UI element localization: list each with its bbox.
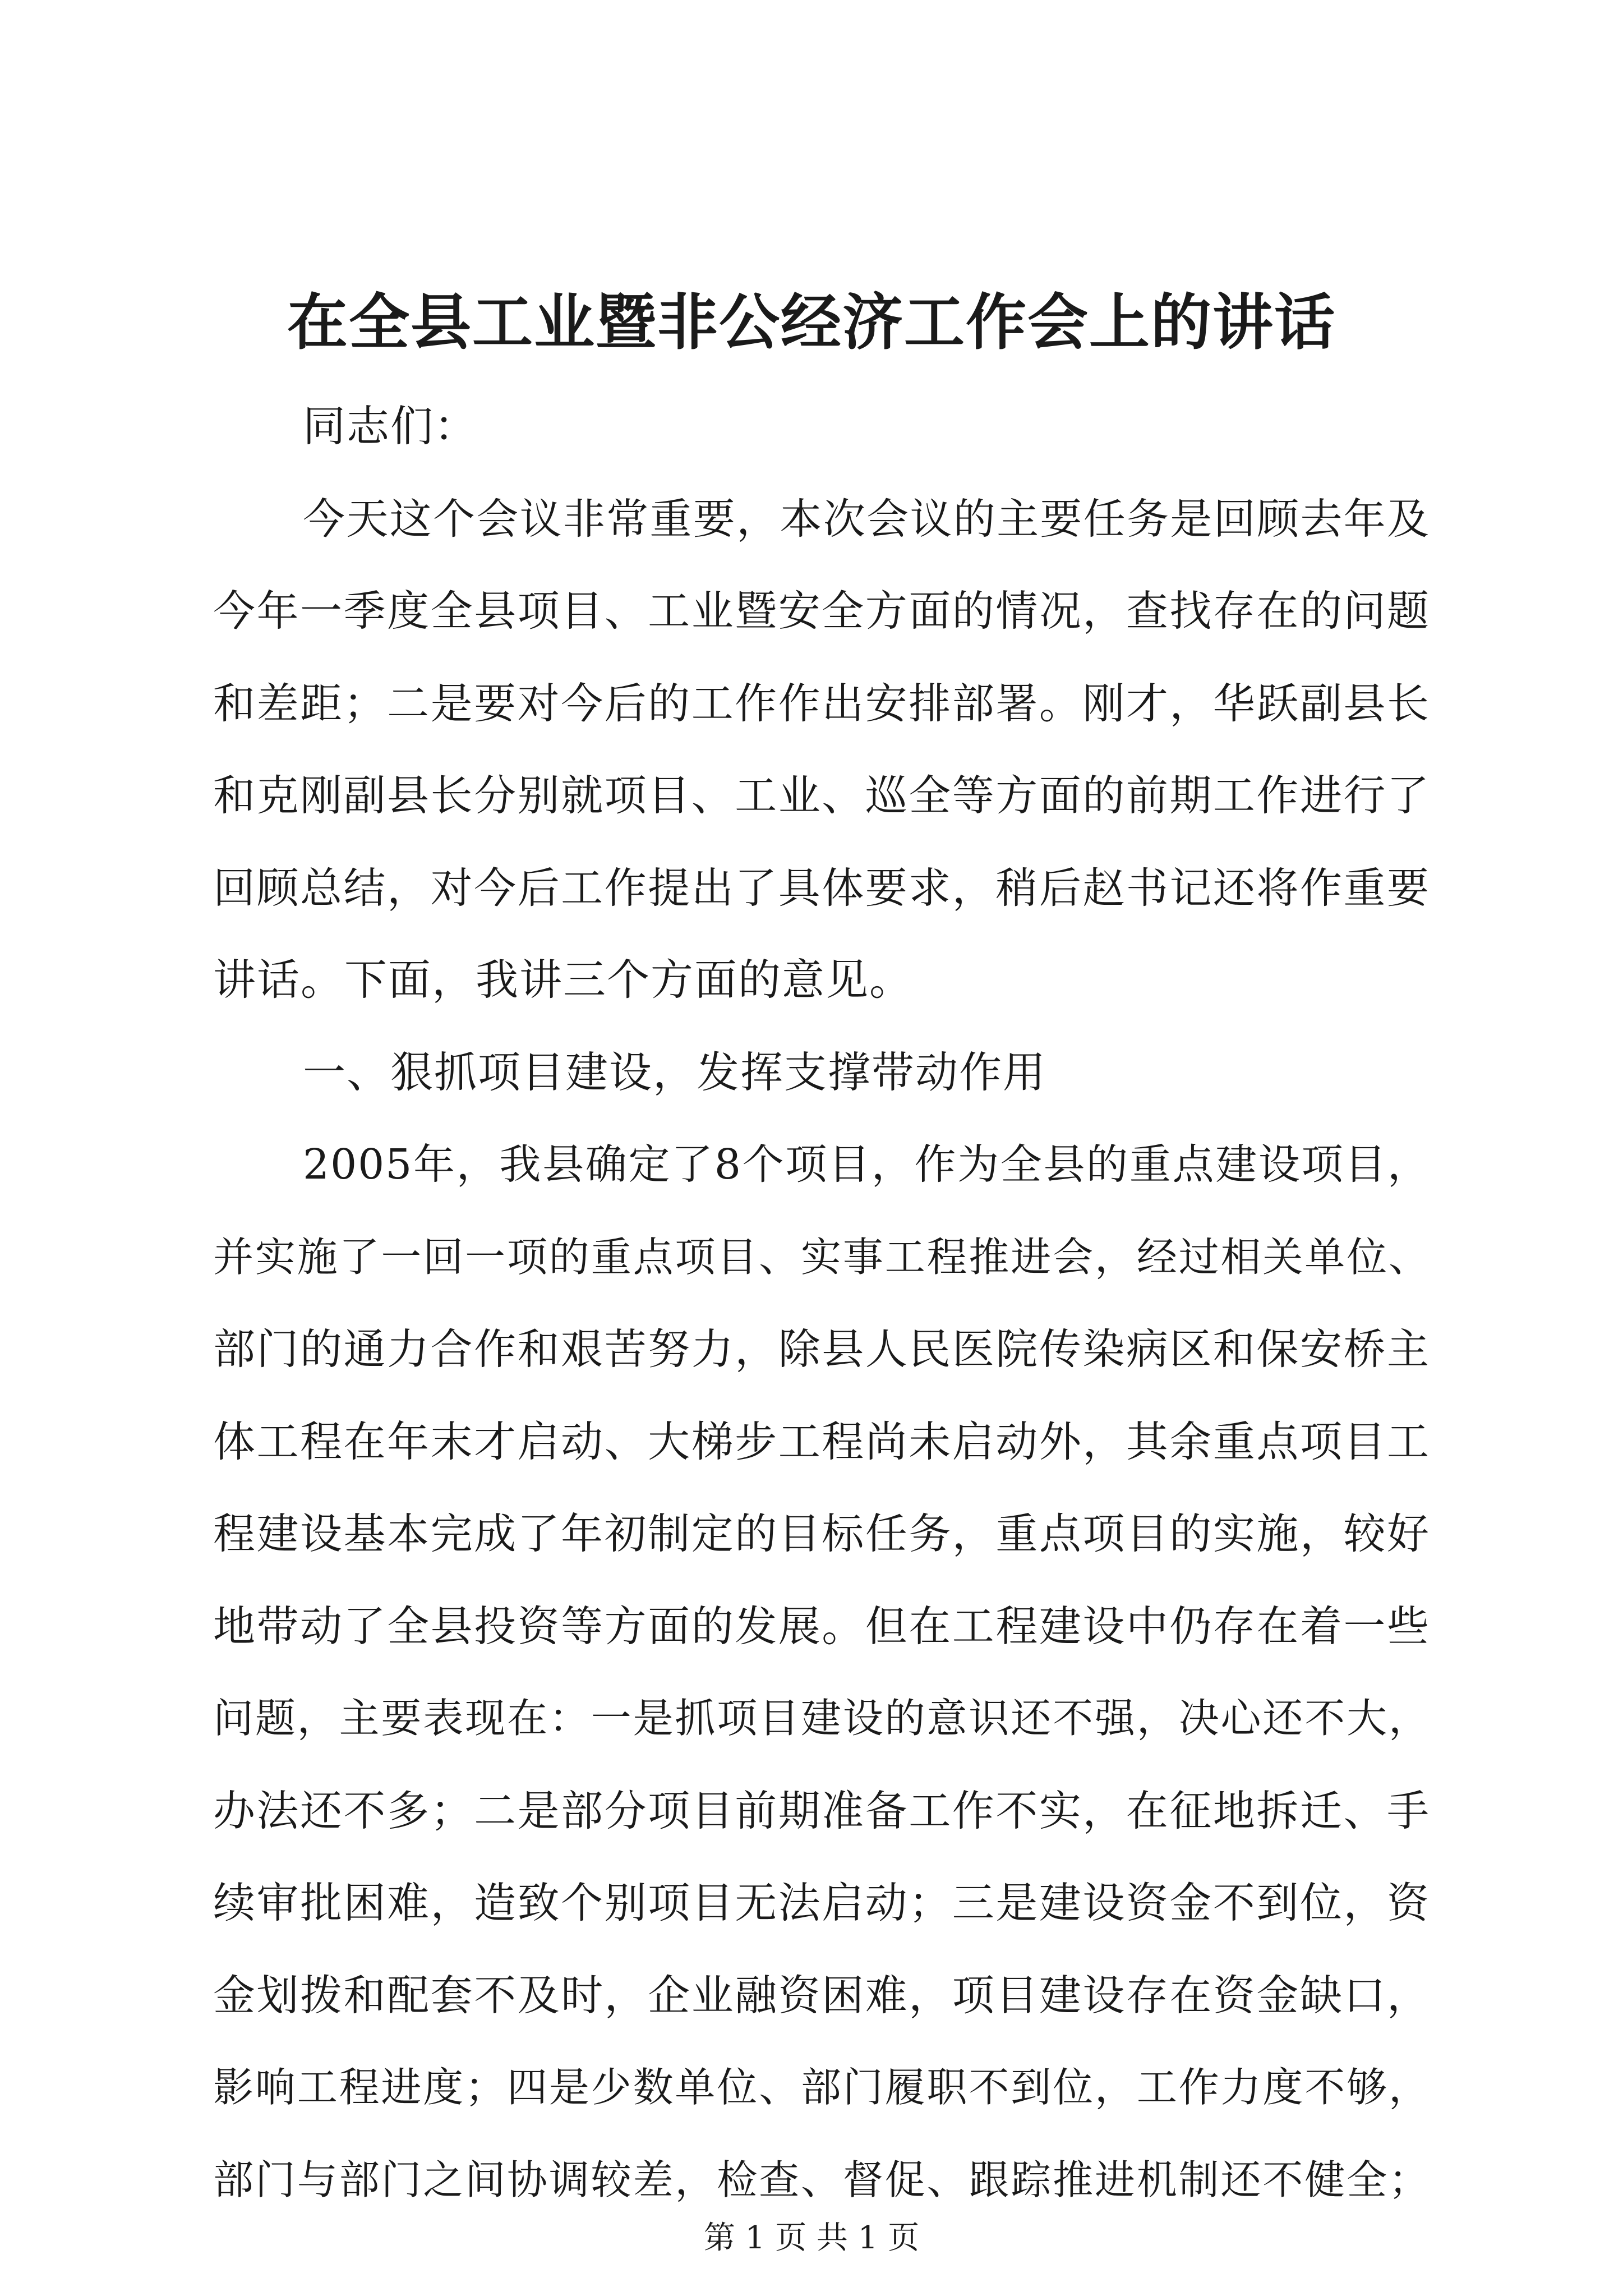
paragraph-line: 影响工程进度；四是少数单位、部门履职不到位，工作力度不够，: [213, 2064, 1430, 2111]
paragraph-line: 今天这个会议非常重要，本次会议的主要任务是回顾去年及: [303, 494, 1430, 544]
paragraph-line: 办法还不多；二是部分项目前期准备工作不实，在征地拆迁、手: [213, 1786, 1430, 1835]
salutation: 同志们：: [303, 401, 478, 451]
paragraph-line: 并实施了一回一项的重点项目、实事工程推进会，经过相关单位、: [213, 1234, 1430, 1281]
paragraph-line: 地带动了全县投资等方面的发展。但在工程建设中仍存在着一些: [213, 1602, 1430, 1651]
paragraph-line: 部门的通力合作和艰苦努力，除县人民医院传染病区和保安桥主: [213, 1324, 1430, 1374]
paragraph-line: 程建设基本完成了年初制定的目标任务，重点项目的实施，较好: [213, 1509, 1430, 1558]
paragraph-line: 部门与部门之间协调较差，检查、督促、跟踪推进机制还不健全；: [213, 2156, 1430, 2203]
paragraph-line: 今年一季度全县项目、工业暨安全方面的情况，查找存在的问题: [213, 586, 1430, 636]
paragraph-line: 回顾总结，对今后工作提出了具体要求，稍后赵书记还将作重要: [213, 863, 1430, 913]
page-footer: 第 1 页 共 1 页: [703, 2220, 920, 2256]
paragraph-line: 金划拨和配套不及时，企业融资困难，项目建设存在资金缺口，: [213, 1971, 1430, 2020]
paragraph-line: 体工程在年末才启动、大梯步工程尚未启动外，其余重点项目工: [213, 1417, 1430, 1466]
section-heading: 一、狠抓项目建设，发挥支撑带动作用: [303, 1047, 1046, 1097]
paragraph-line: 续审批困难，造致个别项目无法启动；三是建设资金不到位，资: [213, 1878, 1430, 1927]
paragraph-line: 2005年，我县确定了8个项目，作为全县的重点建设项目，: [303, 1140, 1430, 1189]
paragraph-line: 和克刚副县长分别就项目、工业、巡全等方面的前期工作进行了: [213, 771, 1430, 820]
paragraph-line: 和差距；二是要对今后的工作作出安排部署。刚才，华跃副县长: [213, 679, 1430, 728]
document-title: 在全县工业暨非公经济工作会上的讲话: [287, 287, 1336, 358]
paragraph-line: 问题，主要表现在：一是抓项目建设的意识还不强，决心还不大，: [213, 1695, 1430, 1742]
paragraph-line: 讲话。下面，我讲三个方面的意见。: [213, 955, 913, 1005]
